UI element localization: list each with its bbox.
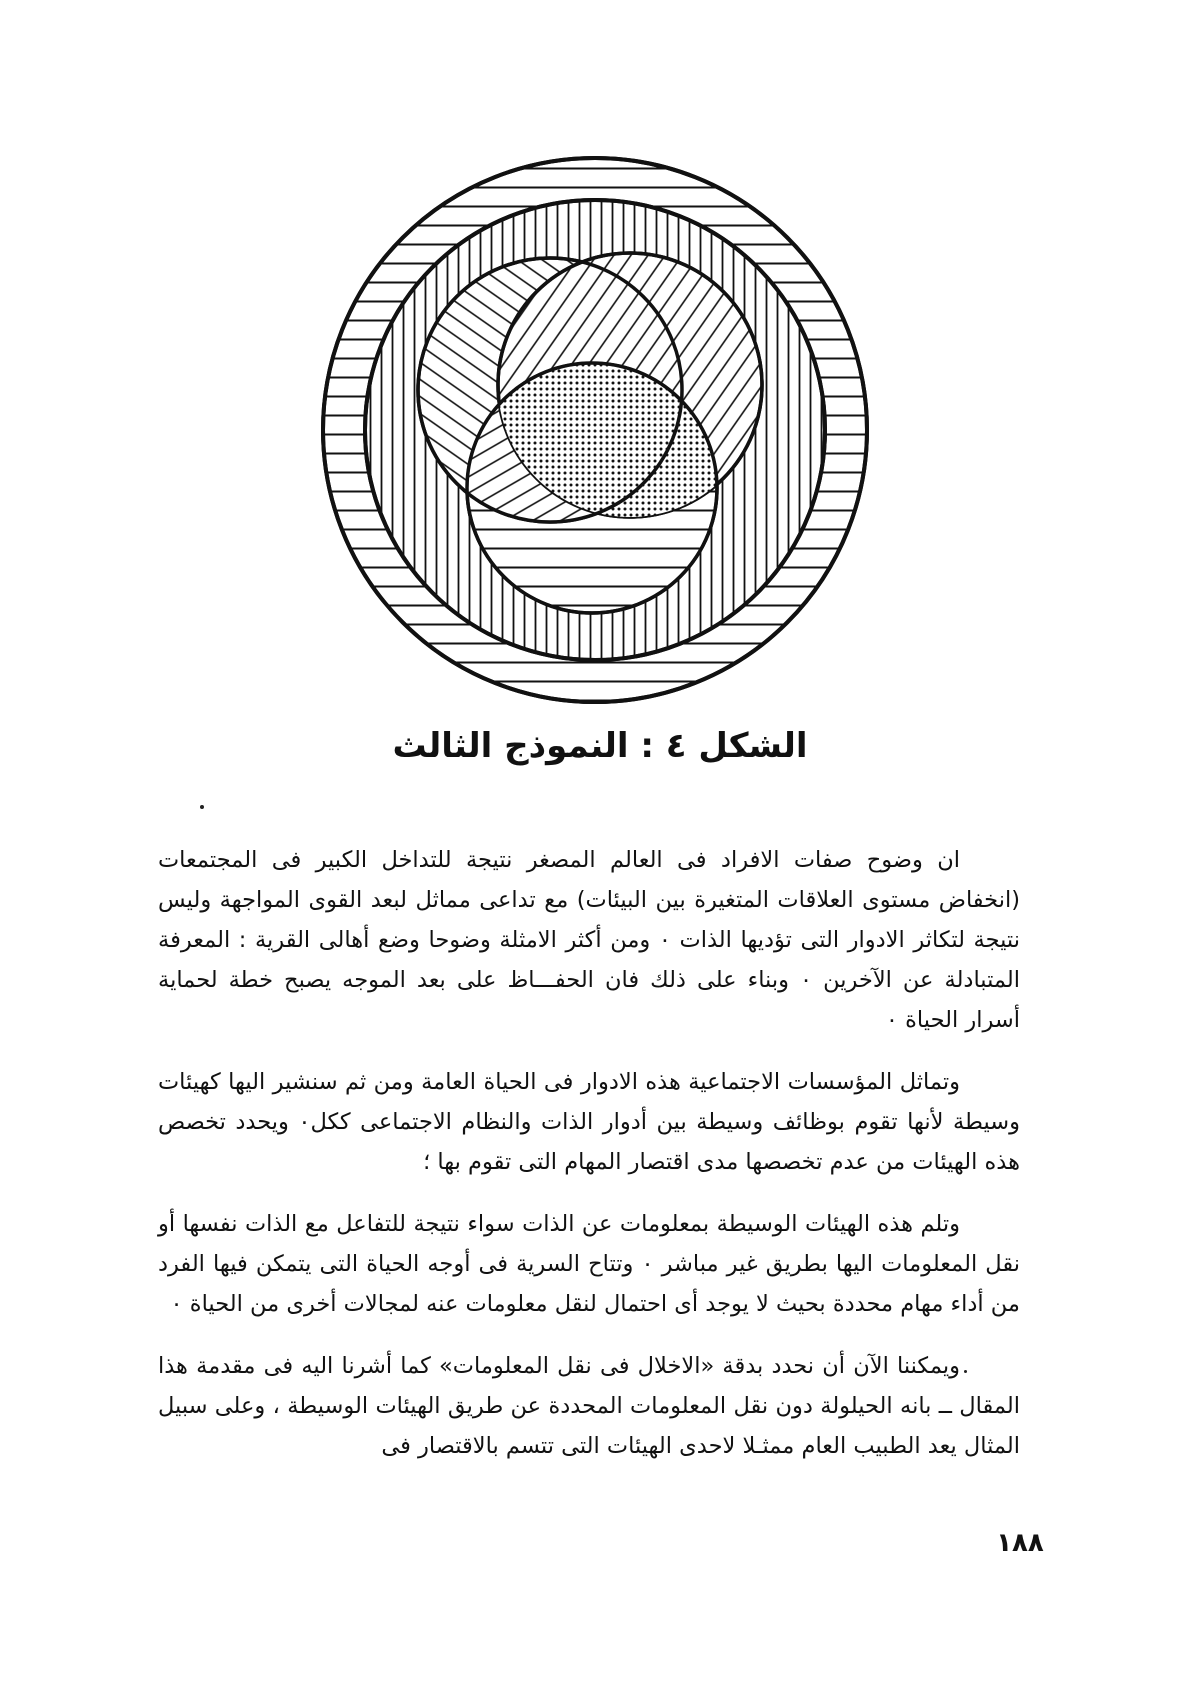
scan-speck [200,805,204,809]
page-number: ١٨٨ [996,1528,1044,1558]
concentric-circles-diagram [310,140,880,710]
scan-speck [964,1370,967,1373]
paragraph-1: ان وضوح صفات الافراد فى العالم المصغر نتيجة للتداخل الكبير فى المجتمعات (انخفاض مستوى العلاقات المتغيرة بين البيئات) مع تداعى مماثل لبعد القوى المواجهة وليس نتيجة لتكاثر الادوار التى تؤديها الذات ٠ ومن أكثر الامثلة وضوحا وضع أهالى القرية : المعرفة المتبادلة عن الآخرين ٠ وبناء على ذلك فان الحفـــاظ على بعد الموجه يصبح خطة لحماية أسرار الحياة ٠ [158,847,1020,1033]
paragraph-2: وتماثل المؤسسات الاجتماعية هذه الادوار فى الحياة العامة ومن ثم سنشير اليها كهيئات وسيطة لأنها تقوم بوظائف وسيطة بين أدوار الذات والنظام الاجتماعى ككل٠ ويحدد تخصص هذه الهيئات من عدم تخصصها مدى اقتصار المهام التى تقوم بها ؛ [158,1069,1020,1175]
paragraph-3: وتلم هذه الهيئات الوسيطة بمعلومات عن الذات سواء نتيجة للتفاعل مع الذات نفسها أو نقل المعلومات اليها بطريق غير مباشر ٠ وتتاح السرية فى أوجه الحياة التى يتمكن فيها الفرد من أداء مهام محددة بحيث لا يوجد أى احتمال لنقل معلومات عنه لمجالات أخرى من الحياة ٠ [158,1211,1020,1317]
figure-caption: الشكل ٤ : النموذج الثالث [392,726,808,766]
paragraph-4: ويمكننا الآن أن نحدد بدقة «الاخلال فى نقل المعلومات» كما أشرنا اليه فى مقدمة هذا المقال ــ بانه الحيلولة دون نقل المعلومات المحددة عن طريق الهيئات الوسيطة ، وعلى سبيل المثال يعد الطبيب العام ممثـلا لاحدى الهيئات التى تتسم بالاقتصار فى [158,1353,1020,1459]
body-text [158,840,1020,1488]
